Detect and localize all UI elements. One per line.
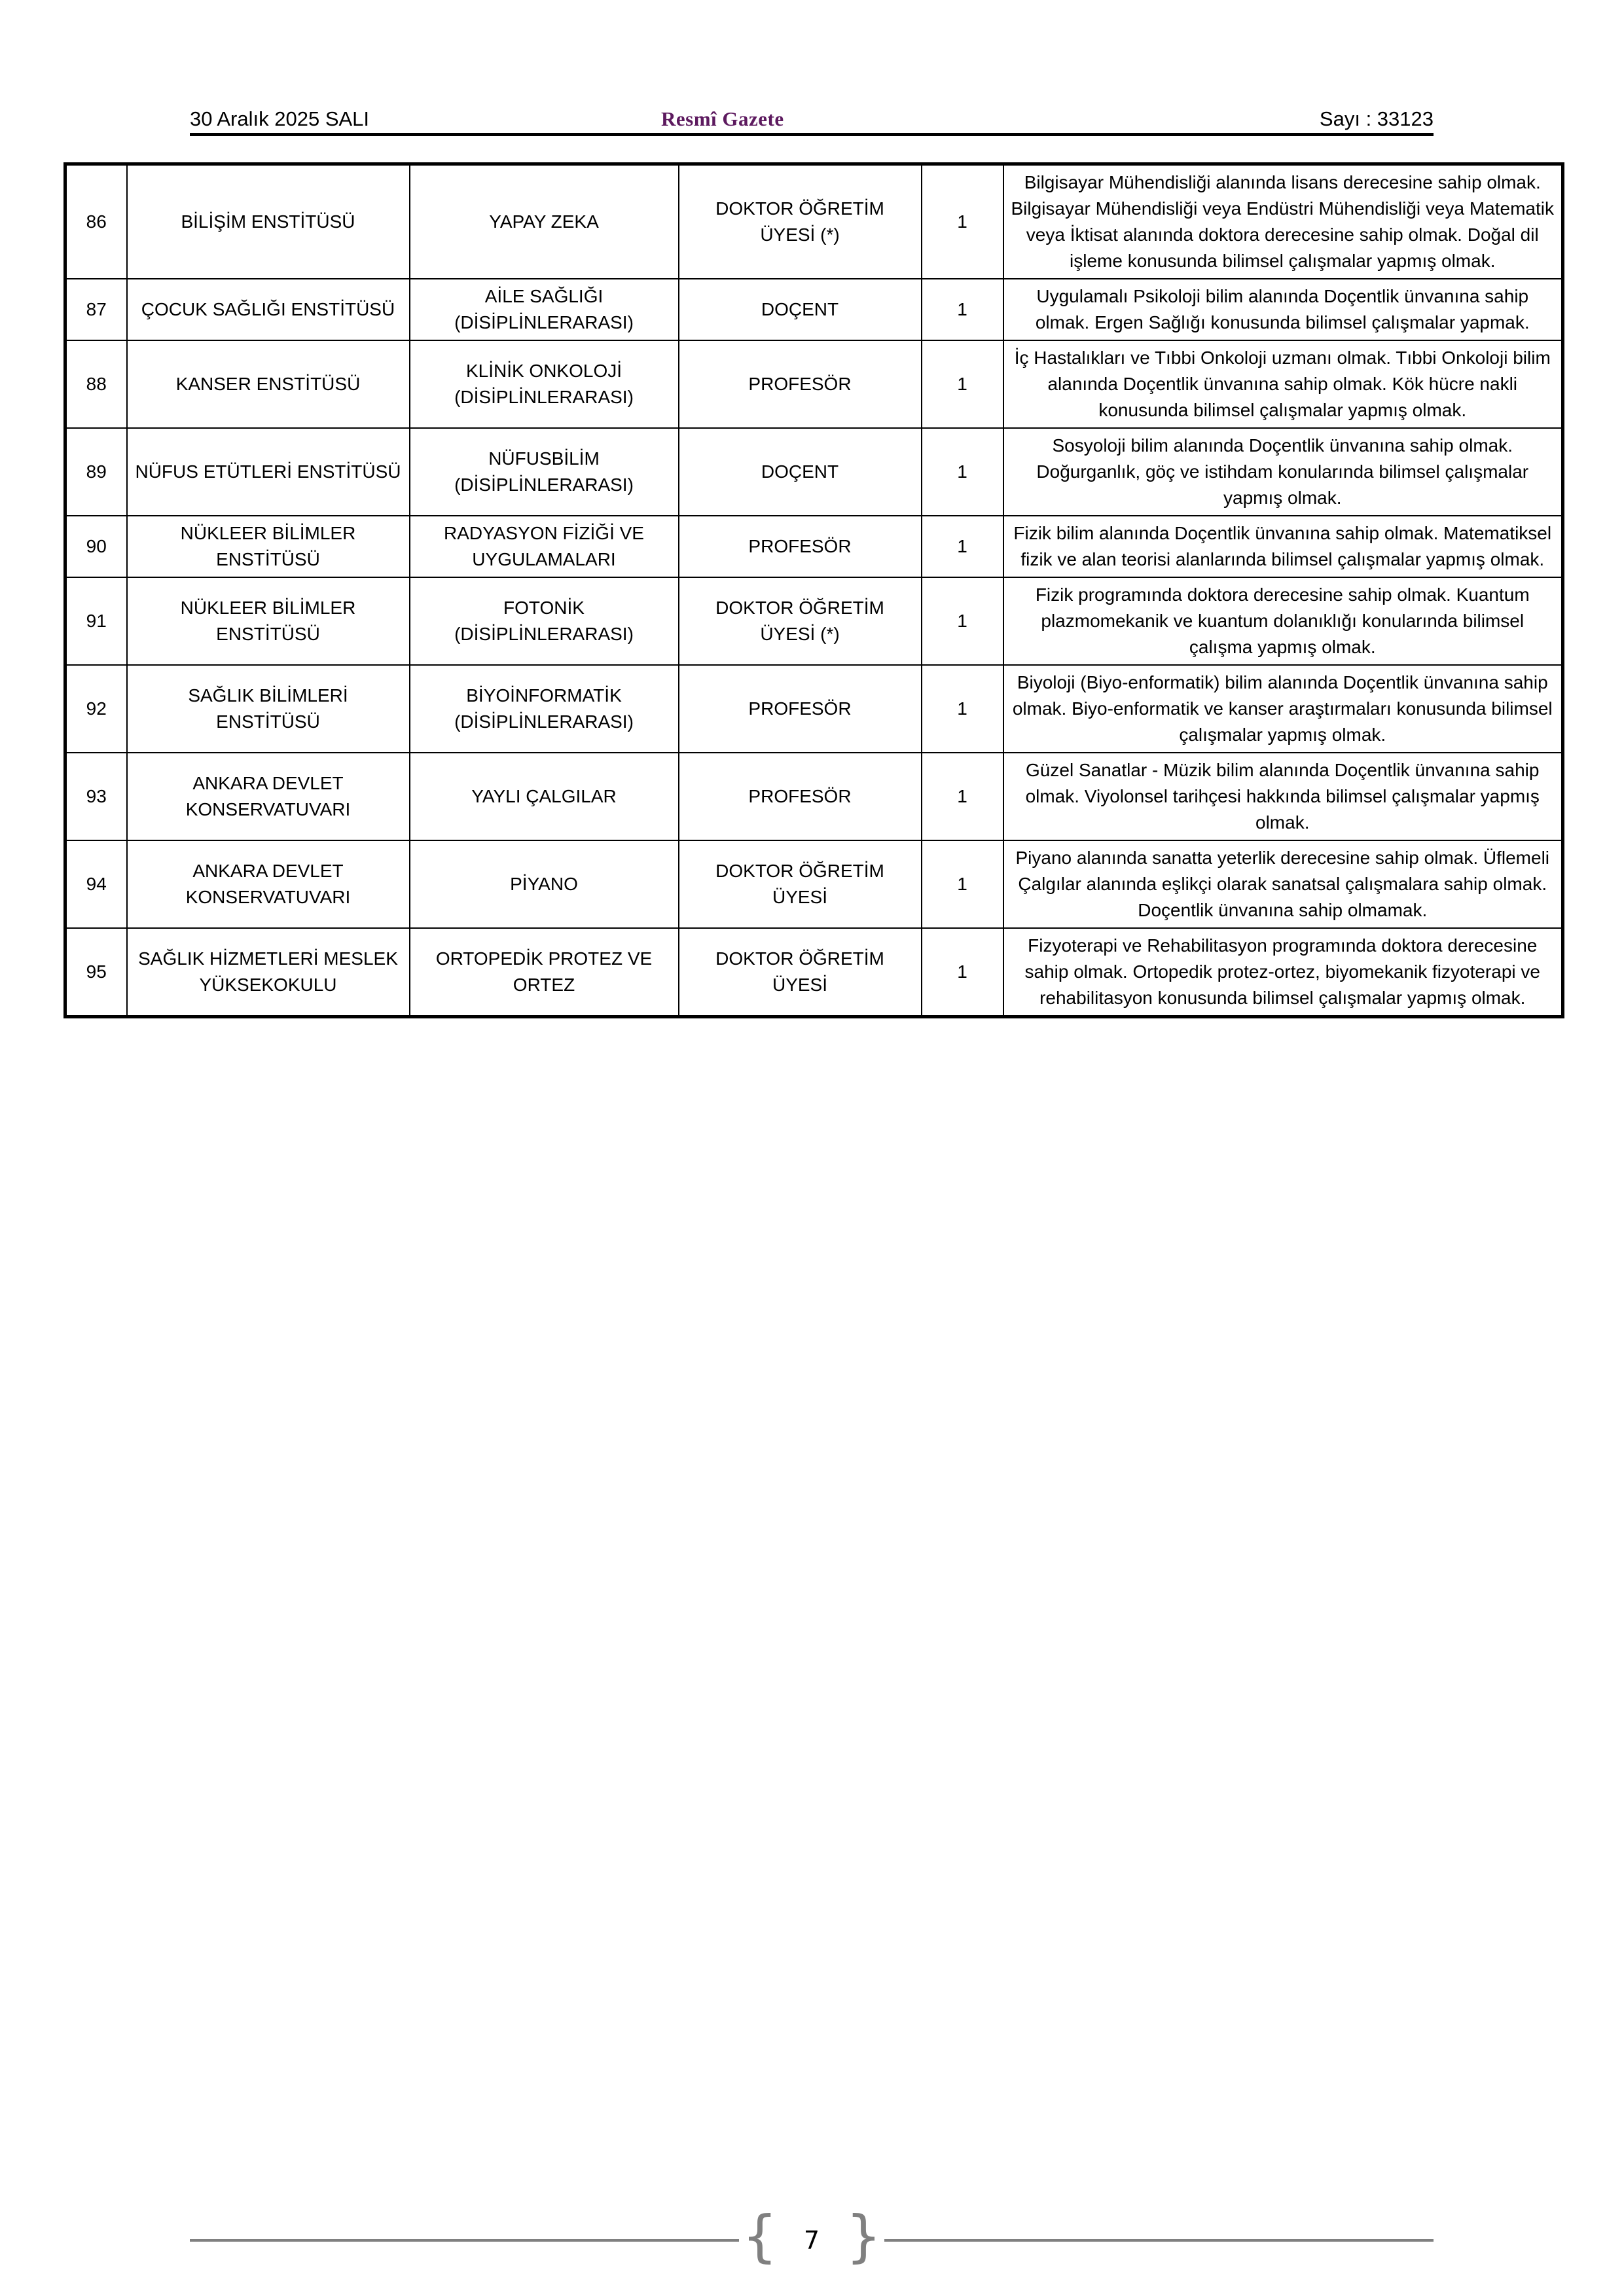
cell-quantity: 1 <box>922 928 1003 1017</box>
table-row <box>65 928 1563 1017</box>
cell-institution: NÜFUS ETÜTLERİ ENSTİTÜSÜ <box>127 428 410 516</box>
cell-quantity: 1 <box>922 279 1003 340</box>
table-row <box>65 279 1563 340</box>
cell-description: Piyano alanında sanatta yeterlik derecesine sahip olmak. Üflemeli Çalgılar alanında eşlikçi olarak sanatsal çalışmalara sahip olmak. Doçentlik ünvanına sahip olmamak. <box>1003 840 1563 928</box>
cell-quantity: 1 <box>922 516 1003 577</box>
cell-institution: ÇOCUK SAĞLIĞI ENSTİTÜSÜ <box>127 279 410 340</box>
cell-department: ORTOPEDİK PROTEZ VE ORTEZ <box>410 928 679 1017</box>
table-row <box>65 516 1563 577</box>
cell-quantity: 1 <box>922 665 1003 753</box>
footer-rule-right <box>884 2239 1434 2242</box>
cell-title: DOÇENT <box>679 428 922 516</box>
cell-department: YAPAY ZEKA <box>410 164 679 279</box>
cell-title: PROFESÖR <box>679 516 922 577</box>
table-row <box>65 577 1563 665</box>
cell-institution: NÜKLEER BİLİMLER ENSTİTÜSÜ <box>127 516 410 577</box>
cell-quantity: 1 <box>922 340 1003 428</box>
cell-description: Fizik programında doktora derecesine sahip olmak. Kuantum plazmomekanik ve kuantum dolanıklığı konularında bilimsel çalışma yapmış olmak. <box>1003 577 1563 665</box>
cell-quantity: 1 <box>922 577 1003 665</box>
cell-description: Fizyoterapi ve Rehabilitasyon programında doktora derecesine sahip olmak. Ortopedik protez-ortez, biyomekanik fizyoterapi ve rehabilitasyon konusunda bilimsel çalışmalar yapmış olmak. <box>1003 928 1563 1017</box>
table-row <box>65 340 1563 428</box>
cell-institution: NÜKLEER BİLİMLER ENSTİTÜSÜ <box>127 577 410 665</box>
cell-institution: KANSER ENSTİTÜSÜ <box>127 340 410 428</box>
footer-page-number: 7 <box>803 2226 820 2255</box>
cell-institution: BİLİŞİM ENSTİTÜSÜ <box>127 164 410 279</box>
cell-department: RADYASYON FİZİĞİ VE UYGULAMALARI <box>410 516 679 577</box>
cell-title: PROFESÖR <box>679 340 922 428</box>
cell-description: Uygulamalı Psikoloji bilim alanında Doçentlik ünvanına sahip olmak. Ergen Sağlığı konusunda bilimsel çalışmalar yapmak. <box>1003 279 1563 340</box>
cell-department: BİYOİNFORMATİK (DİSİPLİNLERARASI) <box>410 665 679 753</box>
footer-brace-close-icon: } <box>846 2204 882 2269</box>
cell-title: PROFESÖR <box>679 665 922 753</box>
cell-title: DOÇENT <box>679 279 922 340</box>
cell-description: Güzel Sanatlar - Müzik bilim alanında Doçentlik ünvanına sahip olmak. Viyolonsel tarihçesi hakkında bilimsel çalışmalar yapmış olmak. <box>1003 753 1563 840</box>
table-row <box>65 428 1563 516</box>
cell-title: DOKTOR ÖĞRETİM ÜYESİ (*) <box>679 577 922 665</box>
cell-description: Bilgisayar Mühendisliği alanında lisans derecesine sahip olmak. Bilgisayar Mühendisliği veya Endüstri Mühendisliği veya Matematik veya İktisat alanında doktora derecesine sahip olmak. Doğal dil işleme konusunda bilimsel çalışmalar yapmış olmak. <box>1003 164 1563 279</box>
cell-row-number: 91 <box>65 577 127 665</box>
table-body <box>65 164 1563 1017</box>
table-row <box>65 840 1563 928</box>
cell-description: Sosyoloji bilim alanında Doçentlik ünvanına sahip olmak. Doğurganlık, göç ve istihdam konularında bilimsel çalışmalar yapmış olmak. <box>1003 428 1563 516</box>
cell-description: İç Hastalıkları ve Tıbbi Onkoloji uzmanı olmak. Tıbbi Onkoloji bilim alanında Doçentlik ünvanına sahip olmak. Kök hücre nakli konusunda bilimsel çalışmalar yapmış olmak. <box>1003 340 1563 428</box>
cell-row-number: 86 <box>65 164 127 279</box>
cell-department: PİYANO <box>410 840 679 928</box>
header-date: 30 Aralık 2025 SALI <box>190 107 370 130</box>
cell-department: NÜFUSBİLİM (DİSİPLİNLERARASI) <box>410 428 679 516</box>
cell-quantity: 1 <box>922 164 1003 279</box>
document-header <box>190 89 1434 135</box>
header-divider-rule <box>190 133 1434 136</box>
cell-department: FOTONİK (DİSİPLİNLERARASI) <box>410 577 679 665</box>
cell-department: YAYLI ÇALGILAR <box>410 753 679 840</box>
cell-institution: SAĞLIK HİZMETLERİ MESLEK YÜKSEKOKULU <box>127 928 410 1017</box>
footer-brace-open-icon: { <box>742 2204 778 2269</box>
cell-description: Fizik bilim alanında Doçentlik ünvanına sahip olmak. Matematiksel fizik ve alan teorisi alanlarında bilimsel çalışmalar yapmış olmak. <box>1003 516 1563 577</box>
header-publication-title: Resmî Gazete <box>661 107 784 130</box>
cell-row-number: 95 <box>65 928 127 1017</box>
document-footer <box>190 2204 1434 2270</box>
cell-row-number: 92 <box>65 665 127 753</box>
cell-department: KLİNİK ONKOLOJİ (DİSİPLİNLERARASI) <box>410 340 679 428</box>
cell-row-number: 93 <box>65 753 127 840</box>
cell-quantity: 1 <box>922 840 1003 928</box>
cell-institution: ANKARA DEVLET KONSERVATUVARI <box>127 753 410 840</box>
cell-title: PROFESÖR <box>679 753 922 840</box>
cell-institution: SAĞLIK BİLİMLERİ ENSTİTÜSÜ <box>127 665 410 753</box>
cell-department: AİLE SAĞLIĞI (DİSİPLİNLERARASI) <box>410 279 679 340</box>
cell-title: DOKTOR ÖĞRETİM ÜYESİ <box>679 840 922 928</box>
cell-quantity: 1 <box>922 753 1003 840</box>
cell-description: Biyoloji (Biyo-enformatik) bilim alanında Doçentlik ünvanına sahip olmak. Biyo-enformatik ve kanser araştırmaları konusunda bilimsel çalışmalar yapmış olmak. <box>1003 665 1563 753</box>
cell-quantity: 1 <box>922 428 1003 516</box>
cell-title: DOKTOR ÖĞRETİM ÜYESİ (*) <box>679 164 922 279</box>
cell-row-number: 90 <box>65 516 127 577</box>
footer-rule-left <box>190 2239 739 2242</box>
cell-row-number: 89 <box>65 428 127 516</box>
cell-institution: ANKARA DEVLET KONSERVATUVARI <box>127 840 410 928</box>
cell-row-number: 88 <box>65 340 127 428</box>
header-issue-number: Sayı : 33123 <box>1319 107 1434 130</box>
cell-row-number: 94 <box>65 840 127 928</box>
cell-title: DOKTOR ÖĞRETİM ÜYESİ <box>679 928 922 1017</box>
table-row <box>65 753 1563 840</box>
academic-positions-table <box>63 162 1564 1018</box>
table-row <box>65 665 1563 753</box>
cell-row-number: 87 <box>65 279 127 340</box>
table-row <box>65 164 1563 279</box>
